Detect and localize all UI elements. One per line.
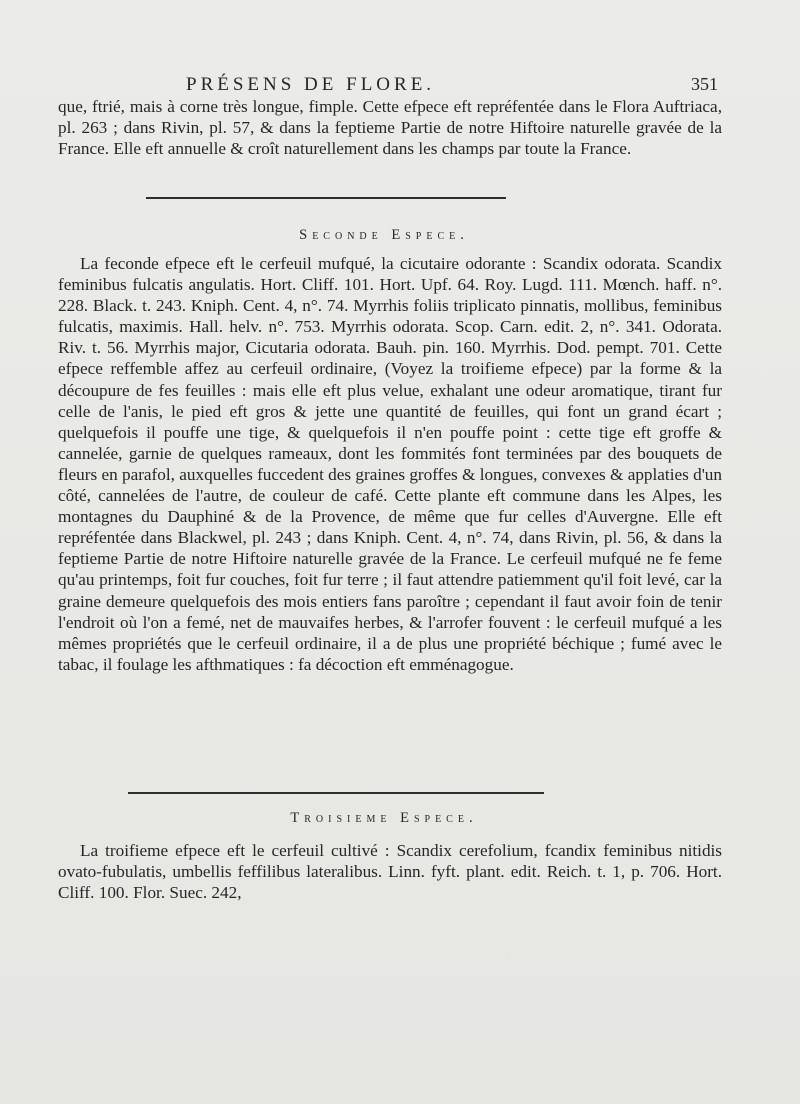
paragraph-2: La feconde efpece eft le cerfeuil mufqué, la cicutaire odorante : Scandix odorata. Scandix feminibus fulcatis angulatis. Hort. Cliff. 101. Hort. Upf. 64. Roy. Lugd. 111. Mœnch. haff. n°. 228. Black. t. 243. Kniph. Cent. 4, n°. 74. Myrrhis foliis triplicato pinnatis, mollibus, feminibus fulcatis, maximis. Hall. helv. n°. 753. Myrrhis odorata. Scop. Carn. edit. 2, n°. 341. Odorata. Riv. t. 56. Myrrhis major, Cicutaria odorata. Bauh. pin. 160. Myrrhis. Dod. pempt. 701. Cette efpece reffemble affez au cerfeuil ordinaire, (Voyez la troifieme efpece) par la forme & la découpure de fes feuilles : mais elle eft plus velue, exhalant une odeur aromatique, tirant fur celle de l'anis, le pied eft gros & jette une quantité de feuilles, qui font un grand écart ; quelquefois il pouffe une tige, & quelquefois il n'en pouffe point : cette tige eft groffe & cannelée, garnie de quelques rameaux, dont les fommités font terminées par des bouquets de fleurs en parafol, auxquelles fuccedent des graines groffes & longues, convexes & applaties d'un côté, cannelées de l'autre, de couleur de café. Cette plante eft commune dans les Alpes, les montagnes du Dauphiné & de la Provence, de même que fur celles d'Auvergne. Elle eft repréfentée dans Blackwel, pl. 243 ; dans Kniph. Cent. 4, n°. 74, dans Rivin, pl. 56, & dans la feptieme Partie de notre Hiftoire naturelle gravée de la France. Le cerfeuil mufqué ne fe feme qu'au printemps, foit fur couches, foit fur terre ; il faut attendre patiemment qu'il foit levé, car la graine demeure quelquefois des mois entiers fans paroître ; cependant il faut avoir foin de tenir l'endroit où l'on a femé, net de mauvaifes herbes, & l'arrofer fouvent : le cerfeuil mufqué a les mêmes propriétés que le cerfeuil ordinaire, il a de plus une propriété béchique ; fumé avec le tabac, il foulage les afthmatiques : fa décoction eft emménagogue. (58, 254, 722, 674)
page-number: 351 (691, 74, 718, 94)
section-divider-2 (128, 792, 544, 794)
section-divider-1 (146, 197, 506, 199)
paragraph-1: que, ftrié, mais à corne très longue, fimple. Cette efpece eft repréfentée dans le Flora Auftriaca, pl. 263 ; dans Rivin, pl. 57, & dans la feptieme Partie de notre Hiftoire naturelle gravée de la France. Elle eft annuelle & croît naturellement dans les champs par toute la France. (58, 97, 722, 159)
section-heading-2: Seconde Espece. (299, 227, 469, 243)
running-title: PRÉSENS DE FLORE. (186, 74, 436, 95)
paragraph-3: La troifieme efpece eft le cerfeuil cultivé : Scandix cerefolium, fcandix feminibus nitidis ovato-fubulatis, umbellis feffilibus lateralibus. Linn. fyft. plant. edit. Reich. t. 1, p. 706. Hort. Cliff. 100. Flor. Suec. 242, (58, 841, 722, 903)
section-heading-3: Troisieme Espece. (290, 810, 478, 826)
